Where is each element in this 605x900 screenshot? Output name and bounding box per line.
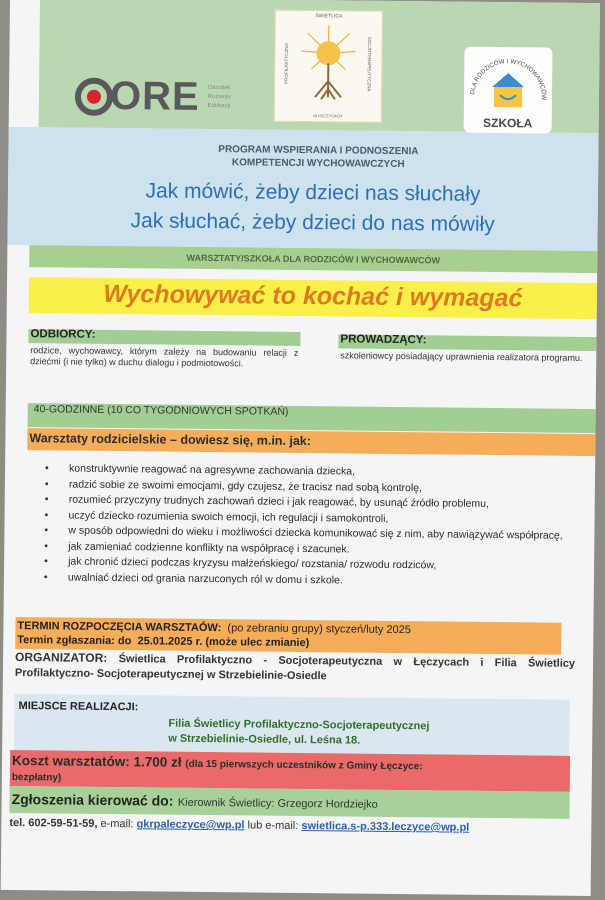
headline-line: Jak słuchać, żeby dzieci do nas mówiły: [130, 209, 495, 236]
swietlica-logo-left-text: PROFILAKTYCZNO: [283, 42, 290, 84]
email-label: e-mail:: [265, 819, 299, 832]
zgloszenia-label: Zgłoszenia kierować do:: [11, 790, 174, 809]
zgloszenia-text: Kierownik Świetlicy: Grzegorz Hordziejko: [177, 796, 378, 811]
list-item-text: jak zamieniać codzienne konflikty na współpracę i szacunek.: [68, 540, 350, 555]
bullet-icon: •: [44, 508, 49, 521]
headline: [68, 176, 559, 241]
main-title: Wychowywać to kochać i wymagać: [103, 279, 523, 313]
miejsce-line: Filia Świetlicy Profilaktyczno-Socjoterapeutycznej: [168, 717, 430, 733]
program-title: [128, 142, 508, 172]
odbiorcy-text: rodzice, wychowawcy, którym zależy na budowaniu relacji z dziećmi (i nie tylko) w duchu dialogu i podmiotowości.: [30, 345, 299, 369]
workshop-label: WARSZTATY/SZKOŁA DLA RODZICÓW I WYCHOWAWCÓW: [186, 252, 441, 266]
termin-zgloszenia-value: 25.01.2025 r. (może ulec zmianie): [137, 635, 310, 650]
termin-label: TERMIN ROZPOCZĘCIA WARSZTAÓW:: [17, 620, 222, 635]
termin-value: (po zebraniu grupy) styczeń/luty 2025: [227, 622, 411, 637]
hours-text: 40-GODZINNE (10 CO TYGODNIOWYCH SPOTKAŃ): [33, 403, 289, 418]
tel-number: 602-59-51-59,: [28, 817, 98, 830]
ore-emblem-icon: [74, 76, 114, 116]
list-item-text: radzić sobie ze swoimi emocjami, gdy czujesz, że tracisz nad sobą kontrolę,: [68, 478, 423, 494]
organizator-label: ORGANIZATOR:: [15, 650, 108, 665]
prowadzacy-label: PROWADZĄCY:: [340, 333, 427, 347]
ore-sub-line: Rozwoju: [207, 93, 231, 101]
list-item-text: uczyć dziecko rozumienia swoich emocji, ich regulacji i samokontroli,: [68, 509, 389, 525]
email-link-swietlica[interactable]: swietlica.s-p.333.leczyce@wp.pl: [301, 820, 470, 834]
szkola-wordmark: SZKOŁA: [482, 115, 533, 131]
koszt-label: Koszt warsztatów:: [11, 752, 130, 770]
sun-tree-icon: [275, 11, 382, 122]
list-item-text: w sposób odpowiedni do wieku i możliwości dziecka komunikować się z nim, aby nawiązywać współpracę,: [68, 524, 563, 542]
termin-zgloszenia-label: Termin zgłaszania: do: [17, 634, 132, 648]
lub-text: lub: [247, 819, 263, 832]
swietlica-logo-bottom-text: W ŁĘCZYCACH: [313, 113, 343, 119]
bullet-icon: •: [45, 462, 49, 475]
workshops-heading: Warsztaty rodzicielskie – dowiesz się, m.in. jak:: [29, 431, 312, 449]
bullet-icon: •: [44, 477, 49, 490]
list-item-text: konstruktywnie reagować na agresywne zachowania dziecka,: [69, 462, 356, 478]
tel-label: tel.: [9, 816, 26, 830]
szkola-logo: [464, 47, 553, 134]
swietlica-logo: [274, 10, 383, 123]
bullet-icon: •: [44, 555, 48, 568]
bullet-icon: •: [44, 524, 49, 537]
szkola-arc-text: DLA RODZICÓW I WYCHOWAWCÓW: [469, 58, 548, 101]
email-link-gkrpa[interactable]: gkrpaleczyce@wp.pl: [136, 818, 245, 832]
odbiorcy-label: ODBIORCY:: [30, 328, 96, 341]
bullet-icon: •: [43, 570, 48, 583]
poster: [1, 0, 600, 896]
topics-list: [44, 461, 590, 591]
list-item-text: uwalniać dzieci od grania narzuconych ról w domu i szkole.: [67, 571, 343, 586]
main-title-box: [29, 277, 597, 319]
email-label: e-mail:: [100, 817, 134, 831]
koszt-note: (dla 15 pierwszych uczestników z Gminy Łęczyce:: [185, 758, 423, 773]
ore-logo: [74, 74, 231, 121]
zgloszenia-line: [12, 791, 378, 813]
prowadzacy-text: szkoleniowcy posiadający uprawnienia realizatora programu.: [340, 350, 583, 363]
organizator: [15, 650, 575, 687]
bullet-icon: •: [44, 539, 49, 552]
ore-wordmark: ORE: [109, 73, 200, 119]
program-line: PROGRAM WSPIERANIA I PODNOSZENIA: [218, 144, 419, 158]
miejsce-label: MIEJSCE REALIZACJI:: [18, 700, 139, 714]
koszt-note-cont: bezpłatny): [11, 771, 62, 784]
miejsce-address: [168, 717, 429, 750]
list-item-text: jak chronić dzieci podczas kryzysu małżeńskiego/ rozstania/ rozwodu rodziców,: [68, 555, 437, 572]
list-item-text: rozumieć przyczyny trudnych zachowań dzieci i jak reagować, by usunąć źródło problemu,: [68, 493, 489, 510]
organizator-text: Świetlica Profilaktyczno - Socjoterapeutyczna w Łęczycach i Filia Świetlicy Profilaktyczno- Socjoterapeutycznej w Strzebielinie-Osiedle: [14, 653, 576, 683]
program-line: KOMPETENCJI WYCHOWAWCZYCH: [231, 157, 405, 171]
miejsce-line: w Strzebielinie-Osiedle, ul. Leśna 18.: [168, 732, 361, 747]
bullet-icon: •: [44, 493, 49, 506]
swietlica-logo-top-text: ŚWIETLICA: [315, 13, 343, 20]
koszt-value: 1.700 zł: [133, 754, 182, 770]
contact-line: [9, 817, 469, 834]
ore-sub-line: Ośrodek: [207, 84, 231, 92]
ore-subtitle: [208, 84, 231, 111]
ore-sub-line: Edukacji: [207, 102, 231, 110]
headline-line: Jak mówić, żeby dzieci nas słuchały: [145, 179, 481, 206]
swietlica-logo-right-text: SOCJOTERAPEUTYCZNA: [366, 36, 373, 92]
